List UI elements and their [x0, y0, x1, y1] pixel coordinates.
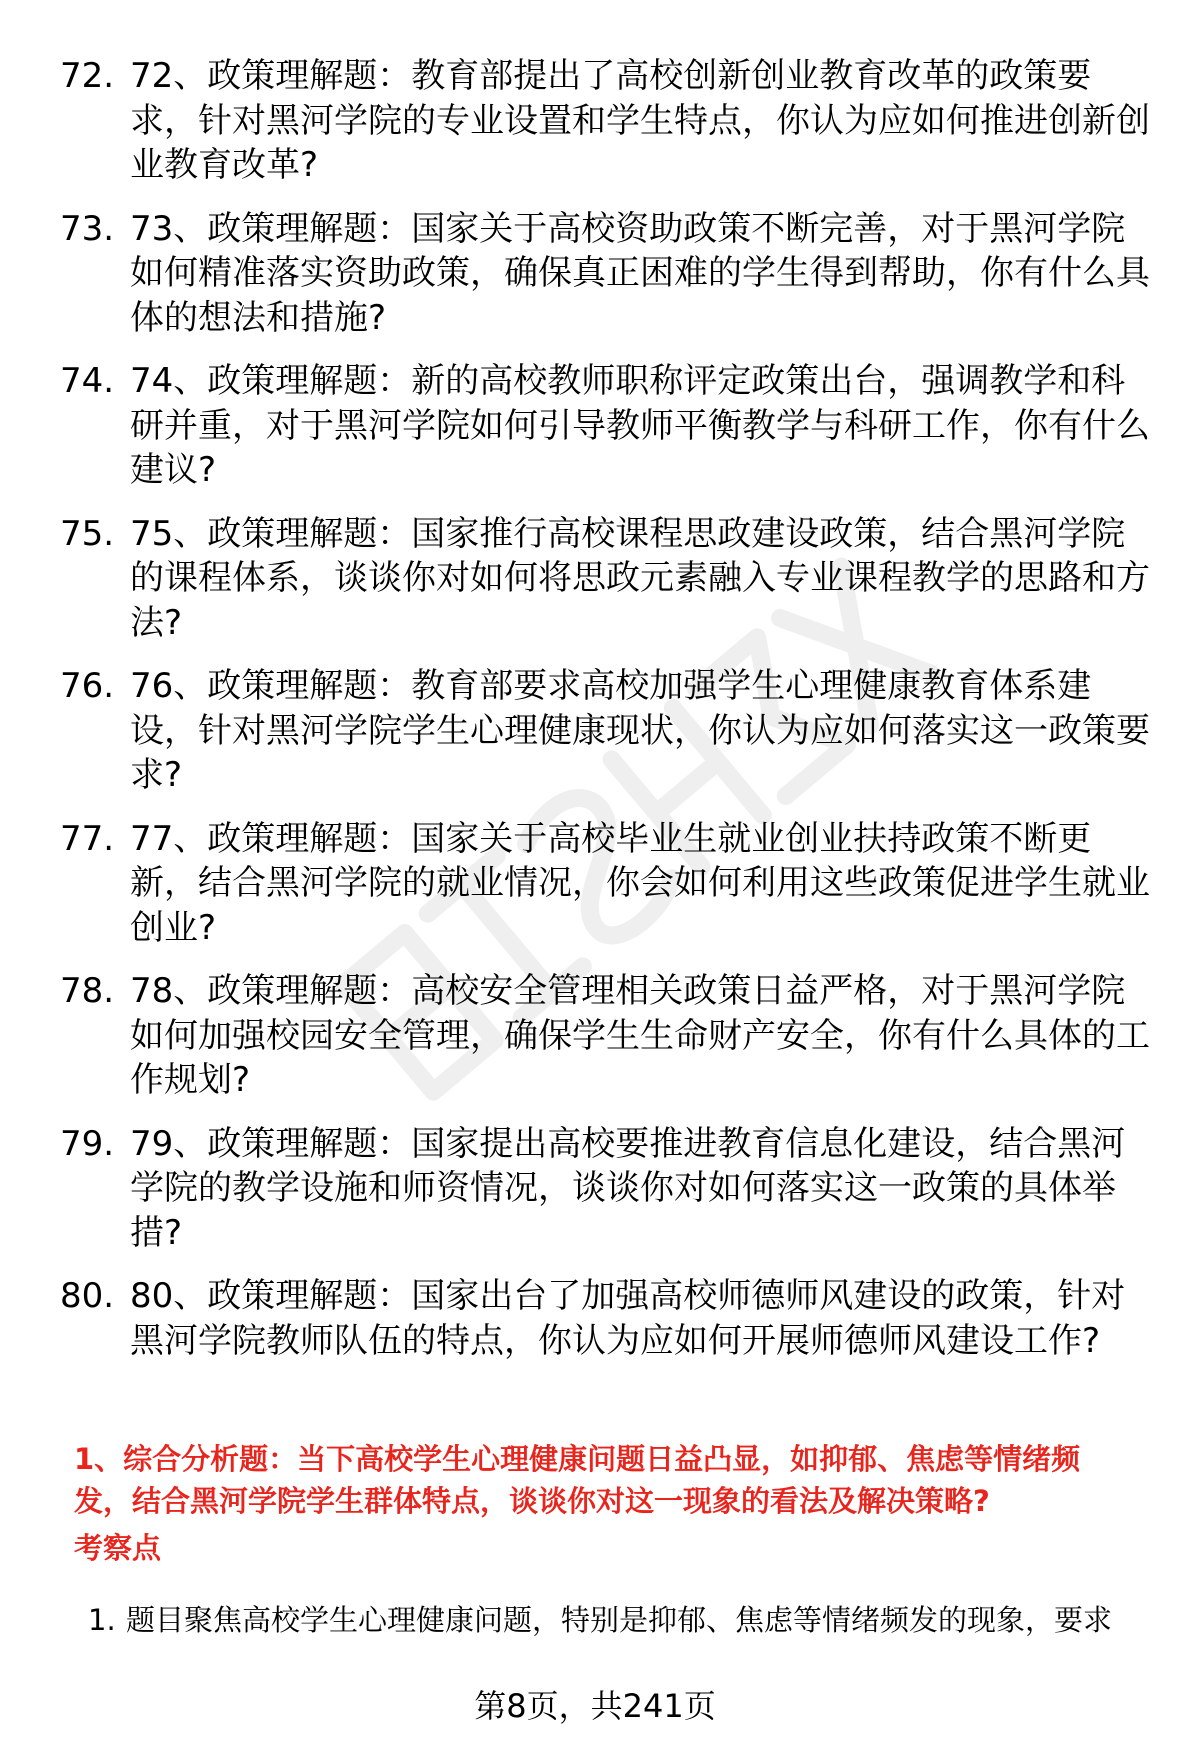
question-text: 73、政策理解题：国家关于高校资助政策不断完善，对于黑河学院如何精准落实资助政策，确保真正困难的学生得到帮助，你有什么具体的想法和措施? — [130, 208, 1150, 338]
question-number: 75. — [60, 513, 115, 554]
section-title: 1、综合分析题：当下高校学生心理健康问题日益凸显，如抑郁、焦虑等情绪频发，结合黑河学院学生群体特点，谈谈你对这一现象的看法及解决策略? — [74, 1442, 1081, 1518]
section-subtitle: 考察点 — [74, 1531, 162, 1565]
question-number: 73. — [60, 208, 115, 249]
question-number: 78. — [60, 971, 115, 1011]
point-number: 1. — [88, 1603, 116, 1637]
question-item-80 — [60, 1274, 1155, 1363]
question-number: 76. — [60, 666, 115, 706]
question-text: 75、政策理解题：国家推行高校课程思政建设政策，结合黑河学院的课程体系，谈谈你对如何将思政元素融入专业课程教学的思路和方法? — [130, 513, 1150, 643]
question-text: 77、政策理解题：国家关于高校毕业生就业创业扶持政策不断更新，结合黑河学院的就业情况，你会如何利用这些政策促进学生就业创业? — [130, 818, 1150, 948]
question-number: 74. — [60, 361, 115, 401]
question-number: 72. — [60, 56, 115, 96]
question-number: 79. — [60, 1123, 115, 1164]
question-text: 72、政策理解题：教育部提出了高校创新创业教育改革的政策要求，针对黑河学院的专业设置和学生特点，你认为应如何推进创新创业教育改革? — [130, 56, 1150, 185]
point-text: 题目聚焦高校学生心理健康问题，特别是抑郁、焦虑等情绪频发的现象，要求 — [126, 1603, 1113, 1637]
point-list — [88, 1600, 1158, 1640]
question-number: 80. — [60, 1276, 115, 1316]
question-item-73 — [60, 207, 1155, 341]
question-text: 74、政策理解题：新的高校教师职称评定政策出台，强调教学和科研并重，对于黑河学院如何引导教师平衡教学与科研工作，你有什么建议? — [130, 361, 1150, 490]
question-number: 77. — [60, 818, 115, 859]
question-text: 78、政策理解题：高校安全管理相关政策日益严格，对于黑河学院如何加强校园安全管理，确保学生生命财产安全，你有什么具体的工作规划? — [130, 971, 1150, 1100]
question-text: 80、政策理解题：国家出台了加强高校师德师风建设的政策，针对黑河学院教师队伍的特点，你认为应如何开展师德师风建设工作? — [130, 1276, 1126, 1361]
question-item-75 — [60, 512, 1155, 646]
question-text: 79、政策理解题：国家提出高校要推进教育信息化建设，结合黑河学院的教学设施和师资情况，谈谈你对如何落实这一政策的具体举措? — [130, 1123, 1126, 1253]
page-footer: 第8页，共241页 — [474, 1687, 716, 1725]
question-item-74 — [60, 359, 1155, 493]
question-item-77 — [60, 817, 1155, 951]
question-item-79 — [60, 1122, 1155, 1256]
question-item-72 — [60, 54, 1155, 188]
question-item-78 — [60, 969, 1155, 1103]
question-text: 76、政策理解题：教育部要求高校加强学生心理健康教育体系建设，针对黑河学院学生心理健康现状，你认为应如何落实这一政策要求? — [130, 666, 1150, 795]
question-list — [60, 54, 1155, 1382]
question-item-76 — [60, 664, 1155, 798]
point-item — [88, 1600, 1158, 1640]
